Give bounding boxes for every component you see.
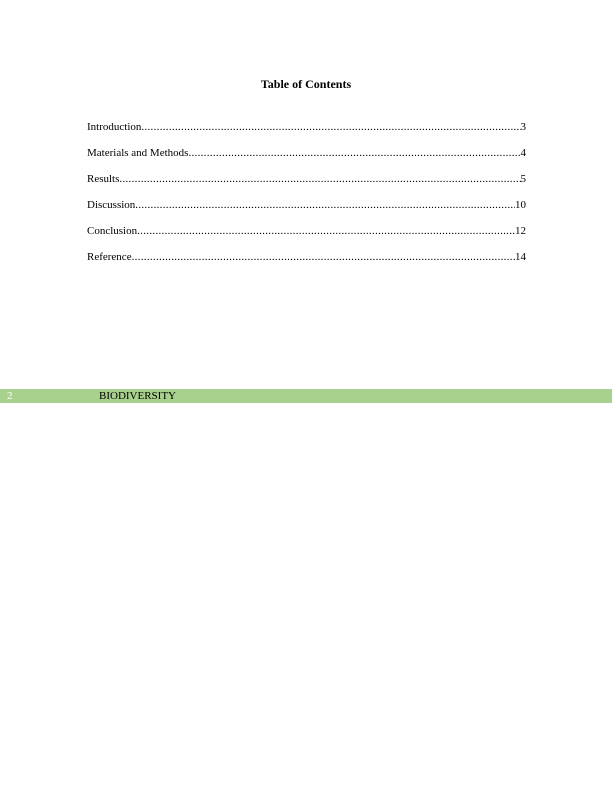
toc-entry-label: Reference bbox=[87, 251, 132, 263]
toc-title: Table of Contents bbox=[260, 77, 352, 91]
toc-entry-results[interactable] bbox=[87, 172, 526, 198]
toc-dot-leader bbox=[135, 198, 515, 212]
toc-dot-leader bbox=[188, 146, 520, 160]
toc-entry-label: Conclusion bbox=[87, 225, 138, 237]
toc-dot-leader bbox=[119, 172, 520, 186]
toc-entry-label: Materials and Methods bbox=[87, 147, 189, 159]
toc-entry-introduction[interactable] bbox=[87, 120, 526, 146]
toc-entry-page: 4 bbox=[520, 147, 526, 159]
toc-entry-page: 5 bbox=[520, 173, 526, 185]
toc-entry-page: 10 bbox=[515, 199, 526, 211]
toc-entry-page: 14 bbox=[515, 251, 526, 263]
toc-entry-label: Discussion bbox=[87, 199, 136, 211]
toc-dot-leader bbox=[132, 250, 515, 264]
toc-entry-label: Results bbox=[87, 173, 120, 185]
toc-dot-leader bbox=[141, 120, 520, 134]
toc-entry-conclusion[interactable] bbox=[87, 224, 526, 250]
toc-entry-label: Introduction bbox=[87, 121, 142, 133]
toc-entry-discussion[interactable] bbox=[87, 198, 526, 224]
page-footer-band bbox=[0, 389, 612, 403]
toc-dot-leader bbox=[137, 224, 515, 238]
toc-entry-page: 12 bbox=[515, 225, 526, 237]
footer-page-number: 2 bbox=[7, 390, 13, 402]
toc-entry-reference[interactable] bbox=[87, 250, 526, 276]
toc-entry-page: 3 bbox=[520, 121, 526, 133]
footer-running-title: BIODIVERSITY bbox=[99, 390, 176, 402]
toc-entry-materials-and-methods[interactable] bbox=[87, 146, 526, 172]
table-of-contents bbox=[87, 120, 526, 276]
